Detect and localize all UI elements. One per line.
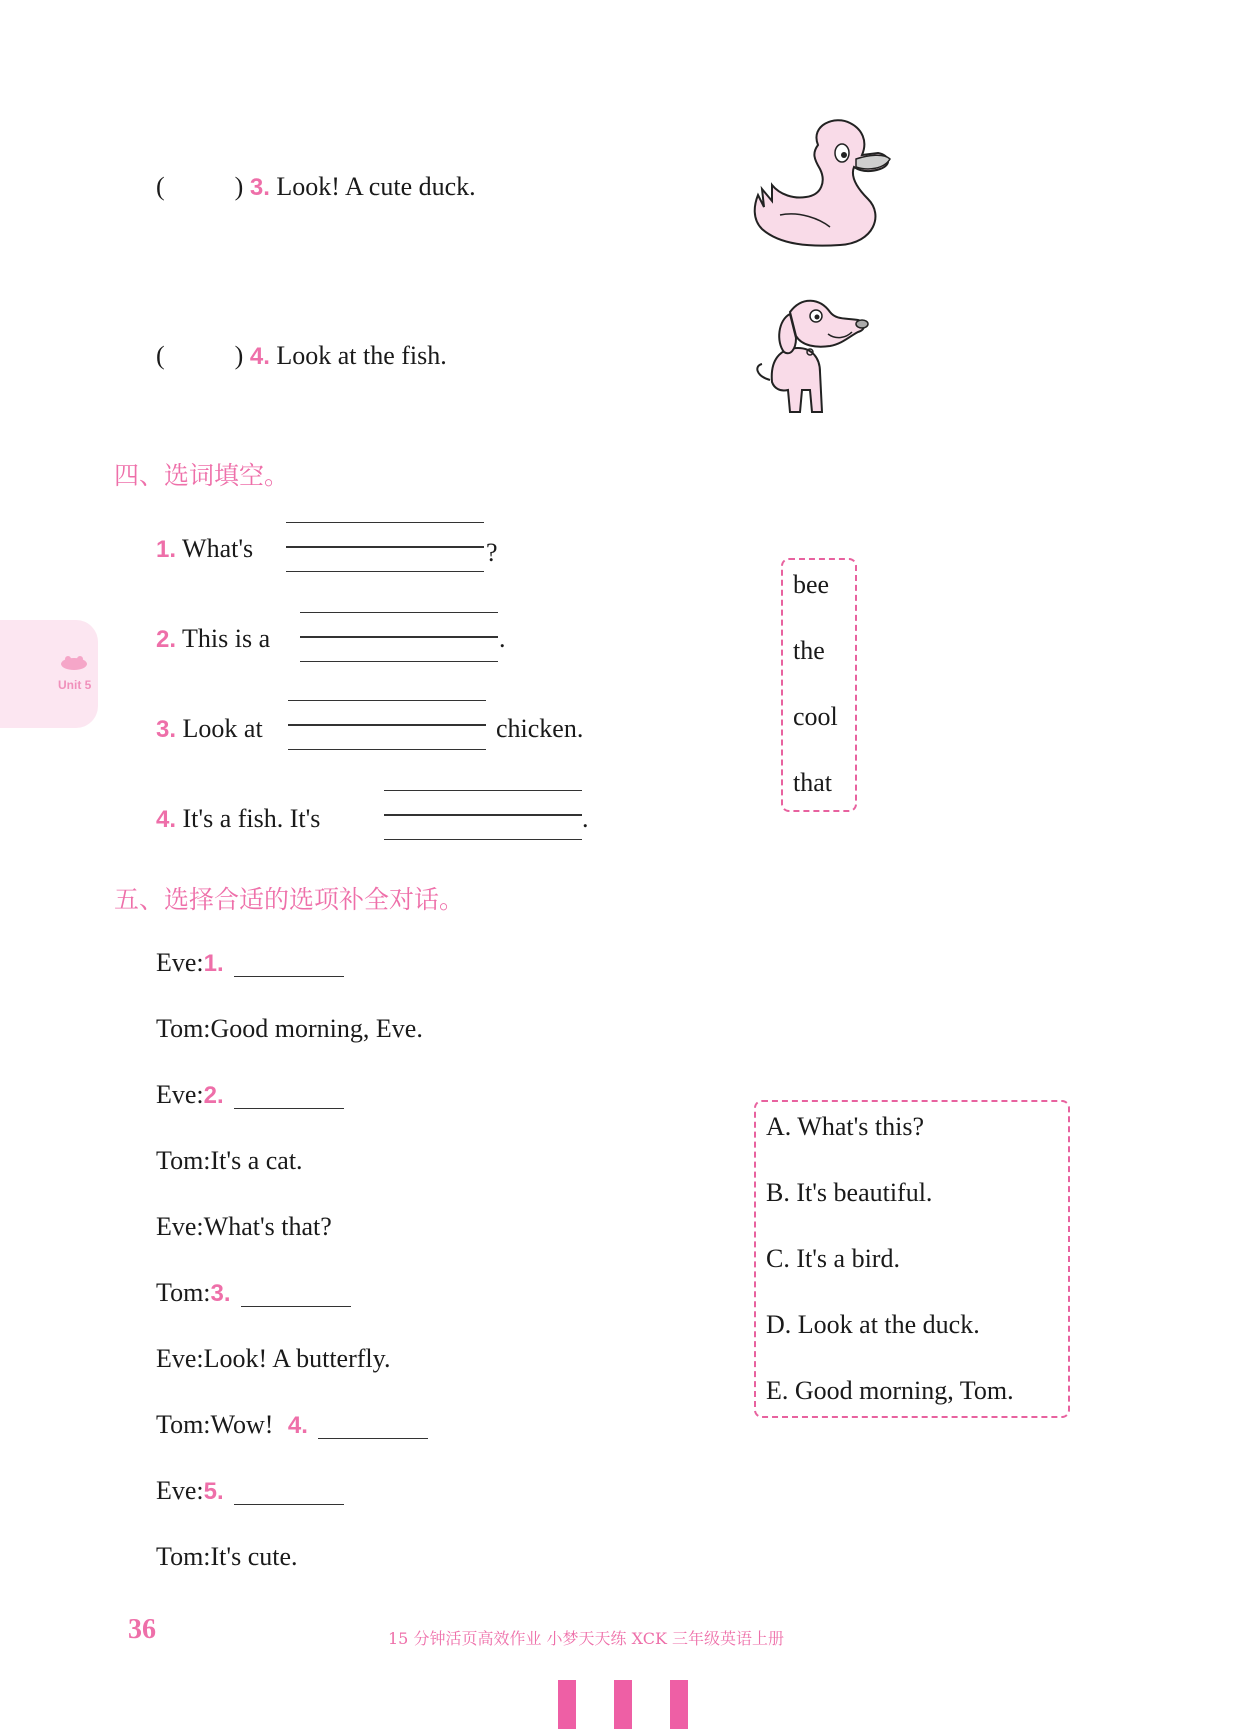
answer-paren-3[interactable]: ( ) 3. Look! A cute duck. xyxy=(156,172,476,201)
mascot-icon xyxy=(58,654,90,672)
option-d: D. Look at the duck. xyxy=(766,1310,980,1339)
answer-blank[interactable] xyxy=(234,950,344,977)
word-option: the xyxy=(793,636,825,665)
dialogue-line-9: Eve:5. xyxy=(156,1478,344,1505)
word-option: bee xyxy=(793,570,830,599)
answer-line-3[interactable] xyxy=(288,700,486,750)
answer-blank[interactable] xyxy=(318,1412,428,1439)
section-4-title: 四、选词填空。 xyxy=(114,461,290,490)
option-a: A. What's this? xyxy=(766,1112,925,1141)
bottom-bar xyxy=(558,1680,576,1729)
option-c: C. It's a bird. xyxy=(766,1244,900,1273)
dialogue-line-6: Tom:3. xyxy=(156,1280,351,1307)
bottom-bar xyxy=(670,1680,688,1729)
fill-item-2: 2. This is a xyxy=(156,624,271,653)
dialogue-line-4: Tom:It's a cat. xyxy=(156,1146,303,1175)
answer-line-1[interactable] xyxy=(286,522,484,572)
item-number: 3. xyxy=(249,174,270,201)
fill-item-3: 3. Look at xyxy=(156,714,263,743)
dialogue-line-10: Tom:It's cute. xyxy=(156,1542,298,1571)
option-e: E. Good morning, Tom. xyxy=(766,1376,1014,1405)
dialogue-line-2: Tom:Good morning, Eve. xyxy=(156,1014,423,1043)
unit-side-tab xyxy=(0,620,98,728)
duck-picture xyxy=(750,115,920,255)
footer-text: 15 分钟活页高效作业 小梦天天练 XCK 三年级英语上册 xyxy=(388,1629,785,1648)
page-number: 36 xyxy=(128,1614,156,1645)
dialogue-line-5: Eve:What's that? xyxy=(156,1212,332,1241)
answer-paren-4[interactable]: ( ) 4. Look at the fish. xyxy=(156,341,447,370)
dog-picture xyxy=(750,290,880,420)
answer-line-2[interactable] xyxy=(300,612,498,662)
unit-label: Unit 5 xyxy=(58,678,92,692)
answer-blank[interactable] xyxy=(234,1082,344,1109)
answer-blank[interactable] xyxy=(241,1280,351,1307)
answer-line-4[interactable] xyxy=(384,790,582,840)
word-option: cool xyxy=(793,702,838,731)
fill-item-1: 1. What's xyxy=(156,534,254,563)
answer-blank[interactable] xyxy=(234,1478,344,1505)
dialogue-line-7: Eve:Look! A butterfly. xyxy=(156,1344,391,1373)
item-text: Look! A cute duck. xyxy=(276,172,476,201)
fill-item-4: 4. It's a fish. It's xyxy=(156,804,321,833)
section-5-title: 五、选择合适的选项补全对话。 xyxy=(114,885,465,914)
dialogue-line-3: Eve:2. xyxy=(156,1082,344,1109)
option-b: B. It's beautiful. xyxy=(766,1178,933,1207)
item-text: Look at the fish. xyxy=(276,341,447,370)
word-option: that xyxy=(793,768,832,797)
bottom-bar xyxy=(614,1680,632,1729)
item-number: 4. xyxy=(249,343,270,370)
dialogue-line-8: Tom:Wow! 4. xyxy=(156,1412,428,1439)
dialogue-line-1: Eve:1. xyxy=(156,950,344,977)
